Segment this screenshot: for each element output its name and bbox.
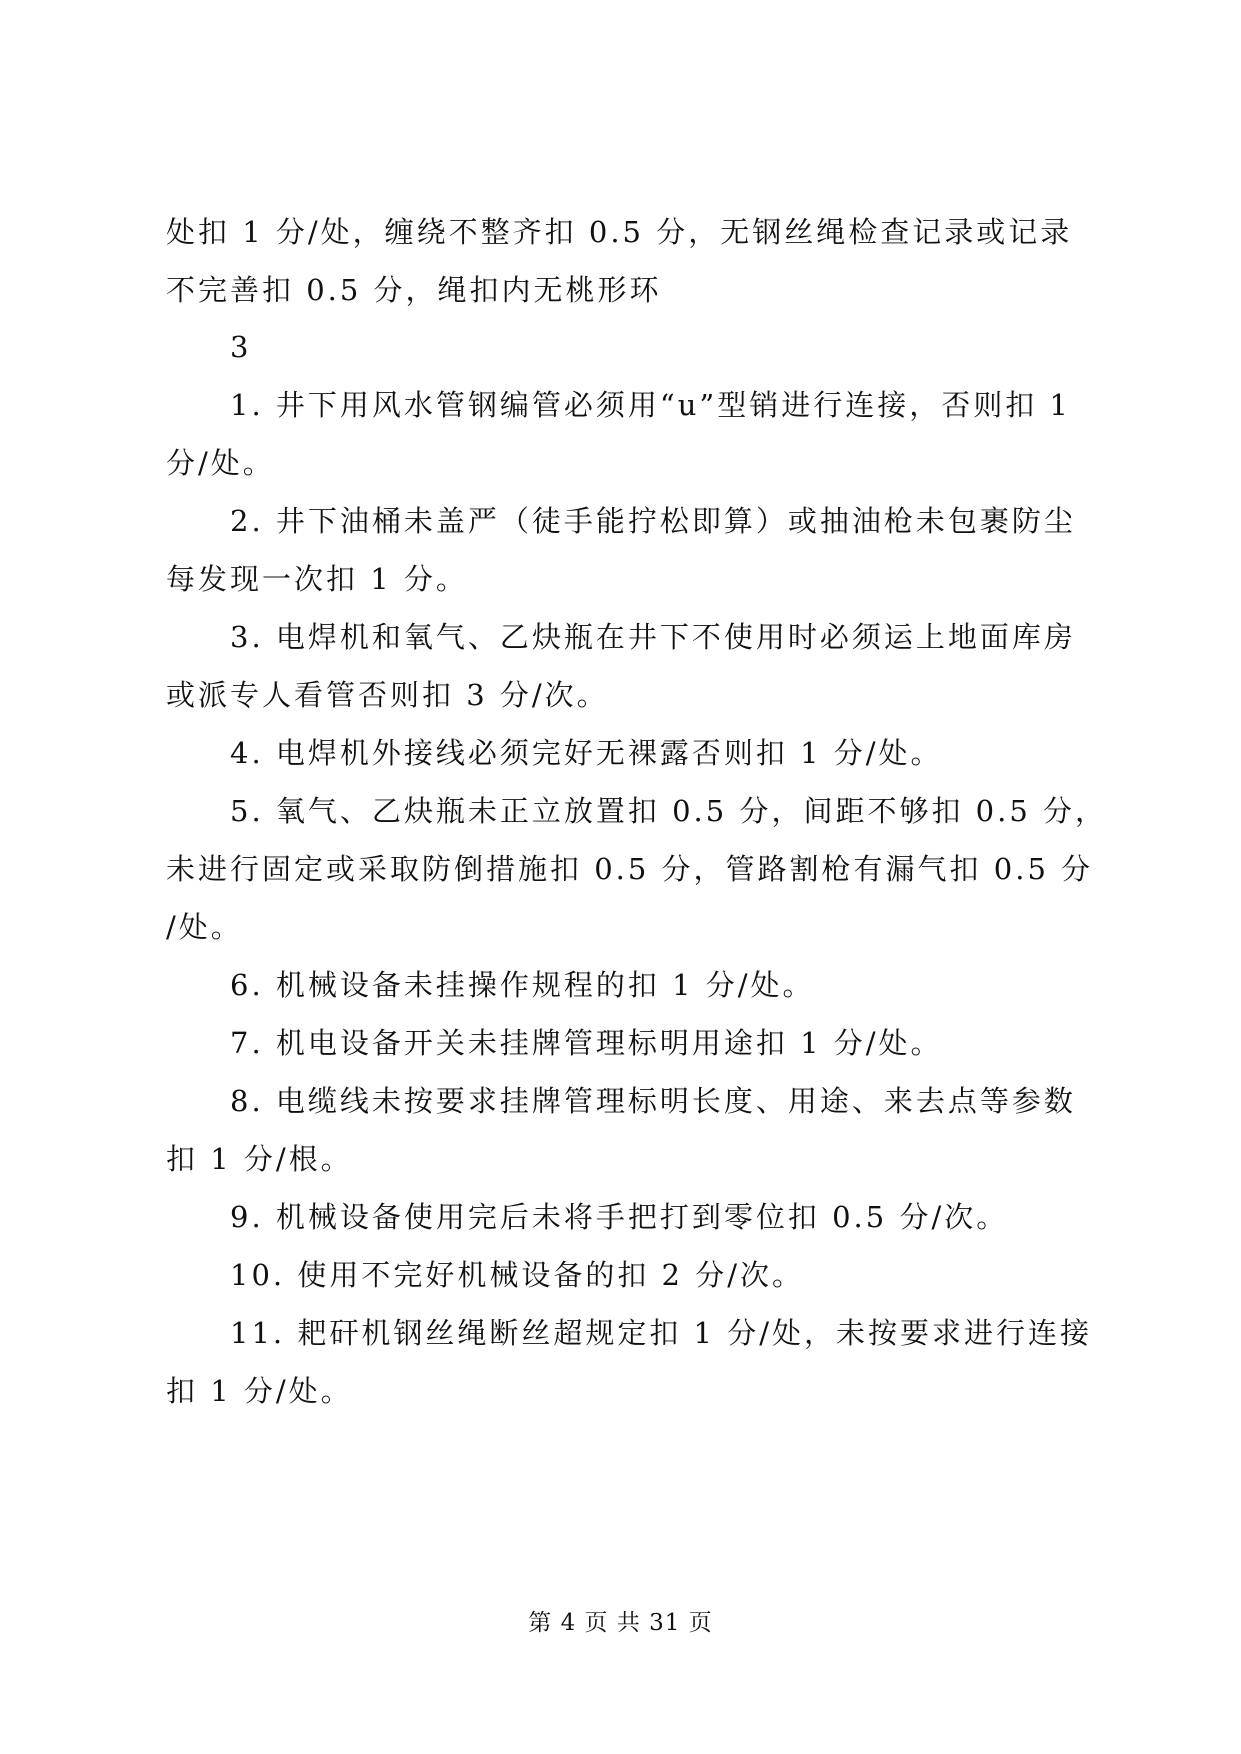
text-line: 每发现一次扣 1 分。 bbox=[166, 562, 468, 596]
text-line: 或派专人看管否则扣 3 分/次。 bbox=[166, 678, 609, 712]
text-line: 2. 井下油桶未盖严（徒手能拧松即算）或抽油枪未包裹防尘 bbox=[230, 504, 1076, 538]
text-line: 10. 使用不完好机械设备的扣 2 分/次。 bbox=[230, 1258, 804, 1292]
text-line: 3. 电焊机和氧气、乙炔瓶在井下不使用时必须运上地面库房 bbox=[230, 620, 1076, 654]
text-line: 1. 井下用风水管钢编管必须用“u”型销进行连接，否则扣 1 bbox=[230, 388, 1071, 422]
text-line: 处扣 1 分/处，缠绕不整齐扣 0.5 分，无钢丝绳检查记录或记录 bbox=[166, 215, 1073, 249]
text-line: 分/处。 bbox=[166, 446, 275, 480]
text-line: 8. 电缆线未按要求挂牌管理标明长度、用途、来去点等参数 bbox=[230, 1084, 1076, 1118]
text-line: 不完善扣 0.5 分，绳扣内无桃形环 bbox=[166, 273, 662, 307]
text-line: 4. 电焊机外接线必须完好无裸露否则扣 1 分/处。 bbox=[230, 736, 943, 770]
text-line: 3 bbox=[230, 330, 252, 364]
text-line: 11. 耙矸机钢丝绳断丝超规定扣 1 分/处，未按要求进行连接 bbox=[230, 1316, 1092, 1350]
text-line: 5. 氧气、乙炔瓶未正立放置扣 0.5 分，间距不够扣 0.5 分， bbox=[230, 794, 1108, 828]
text-line: 9. 机械设备使用完后未将手把打到零位扣 0.5 分/次。 bbox=[230, 1200, 1009, 1234]
text-line: 扣 1 分/根。 bbox=[166, 1142, 353, 1176]
text-line: 6. 机械设备未挂操作规程的扣 1 分/处。 bbox=[230, 968, 815, 1002]
page-number-footer: 第 4 页 共 31 页 bbox=[528, 1610, 713, 1636]
text-line: 7. 机电设备开关未挂牌管理标明用途扣 1 分/处。 bbox=[230, 1026, 943, 1060]
text-line: 未进行固定或采取防倒措施扣 0.5 分，管路割枪有漏气扣 0.5 分 bbox=[166, 852, 1094, 886]
text-line: /处。 bbox=[166, 910, 243, 944]
text-line: 扣 1 分/处。 bbox=[166, 1374, 353, 1408]
